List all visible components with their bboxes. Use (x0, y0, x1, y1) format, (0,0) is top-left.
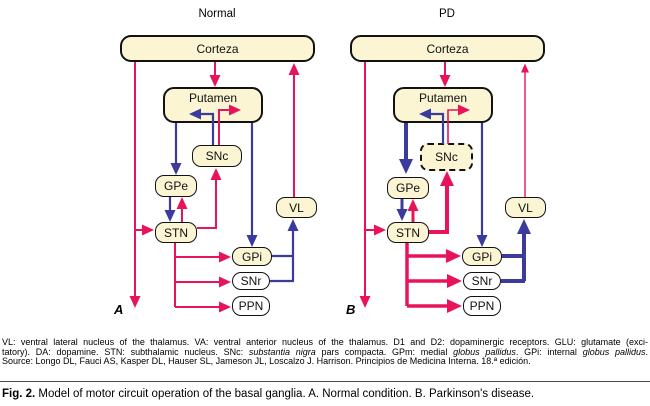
arrow-stn-snc-normal (197, 178, 216, 228)
node-putamen-normal: Putamen (163, 87, 263, 123)
arrow-stn-snc-pd (429, 184, 447, 232)
footnote-line2-italic-2: globus pallidus (453, 346, 516, 357)
node-cortex-normal: Corteza (120, 35, 315, 62)
footnote-line-1: VL: ventral lateral nucleus of the thalamus. VA: ventral anterior nucleus of the thalamus. D1 and D2: dopaminergic receptors. GLU: glutamate (exci- (2, 337, 648, 347)
panel-title-pd: PD (439, 8, 455, 20)
normal-inhibitory-arrows (170, 114, 294, 281)
panel-letter-a: A (114, 302, 124, 317)
node-gpi-normal: GPi (232, 247, 272, 266)
footnote-line2-text: . GPi: internal (515, 346, 583, 357)
panel-letter-b: B (346, 302, 356, 317)
node-stn-normal: STN (155, 222, 197, 243)
figure-caption-label: Fig. 2. (2, 388, 36, 400)
footnote-source-line: Source: Longo DL, Fauci AS, Kasper DL, Hauser SL, Jameson JL, Loscalzo J. Harrison. Principios de Medicina Interna. 18.ª edición. (2, 356, 531, 367)
node-snc-degenerated-pd: SNc (420, 143, 473, 171)
node-ppn-pd: PPN (463, 296, 501, 316)
arrow-snc-putamen-d1-normal (219, 110, 231, 145)
node-gpi-pd: GPi (462, 247, 502, 266)
node-stn-pd: STN (387, 222, 429, 243)
normal-excitatory-arrows (135, 62, 294, 307)
node-vl-normal: VL (276, 197, 317, 218)
footnote (2, 338, 648, 367)
node-snr-pd: SNr (463, 272, 501, 290)
node-vl-pd: VL (505, 197, 546, 218)
arrow-snc-putamen-d2-normal (199, 114, 213, 145)
node-snr-normal: SNr (232, 272, 270, 290)
node-gpe-normal: GPe (155, 175, 197, 197)
arrow-snc-putamen-d1-pd (448, 110, 460, 144)
panel-title-normal: Normal (198, 8, 236, 20)
node-snc-normal: SNc (192, 145, 242, 167)
node-ppn-normal: PPN (232, 296, 270, 316)
footnote-line2-text: tatory). DA: dopamine. STN: subthalamic nucleus. SNc: (2, 346, 249, 357)
pd-excitatory-arrows (365, 62, 525, 306)
figure-caption-text: Model of motor circuit operation of the basal ganglia. A. Normal condition. B. Parkinson's disease. (35, 388, 535, 400)
figure-caption (2, 388, 648, 400)
node-putamen-pd: Putamen (393, 87, 493, 123)
node-cortex-pd: Corteza (350, 35, 545, 62)
node-gpe-pd: GPe (387, 177, 429, 199)
arrow-snc-putamen-d2-pd (429, 114, 443, 144)
footnote-line2-italic-3: globus pallidus (582, 346, 646, 357)
footnote-line2-text: . (645, 346, 649, 357)
footnote-line2-text: pars compacta. GPm: medial (315, 346, 454, 357)
caption-divider-line (0, 381, 650, 382)
footnote-line2-italic-1: substantia nigra (248, 346, 316, 357)
